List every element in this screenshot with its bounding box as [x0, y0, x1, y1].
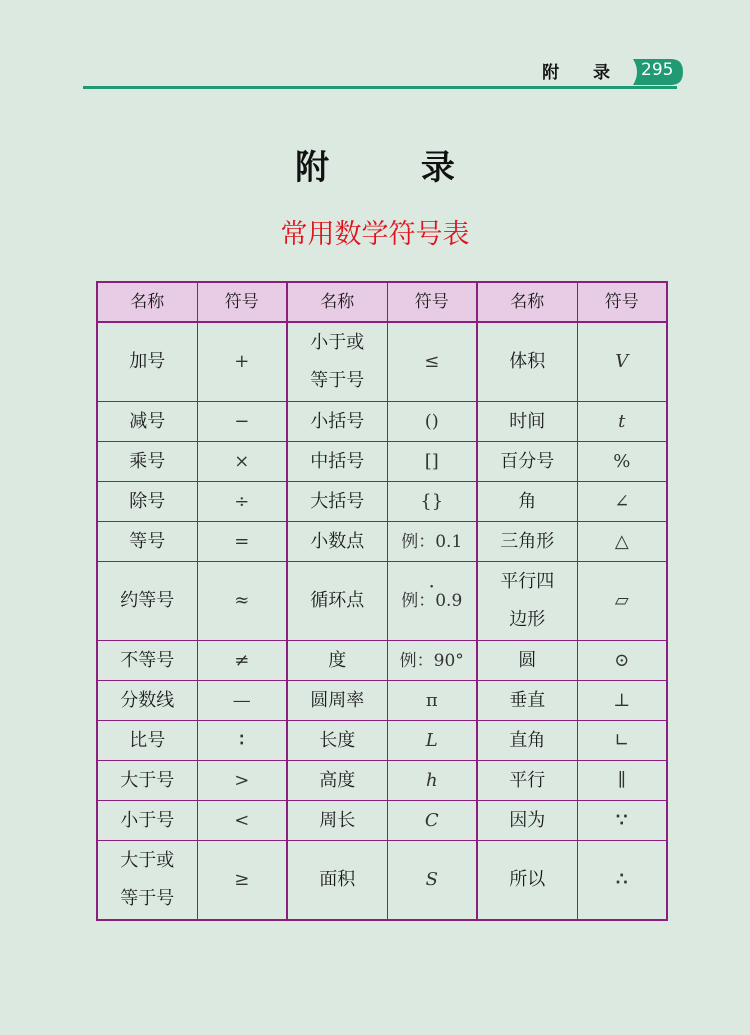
symbol-glyph: 例：0.1	[387, 522, 477, 562]
symbol-name: 不等号	[97, 641, 197, 681]
symbol-glyph: h	[387, 761, 477, 801]
symbol-name: 小数点	[287, 522, 387, 562]
symbol-name: 等号	[97, 522, 197, 562]
symbol-name: 因为	[477, 801, 577, 841]
table-title: 常用数学符号表	[280, 219, 470, 250]
symbol-glyph: L	[387, 721, 477, 761]
symbol-name: 长度	[287, 721, 387, 761]
symbol-name-text: 大于或等于号	[120, 850, 175, 909]
symbol-name: 大于号	[97, 761, 197, 801]
symbol-name: 高度	[287, 761, 387, 801]
symbol-glyph: ≠	[197, 641, 287, 681]
symbol-name: 周长	[287, 801, 387, 841]
symbol-glyph: 例：90°	[387, 641, 477, 681]
table-header-row	[97, 282, 667, 322]
symbol-name: 加号	[97, 322, 197, 402]
symbol-name: 度	[287, 641, 387, 681]
symbol-name-text: 小于或等于号	[310, 332, 365, 391]
symbol-glyph: S	[387, 841, 477, 921]
table-row	[97, 641, 667, 681]
symbol-glyph: ∶	[197, 721, 287, 761]
table-row	[97, 562, 667, 641]
symbol-name: 小于号	[97, 801, 197, 841]
header-rule	[83, 86, 677, 89]
symbol-glyph	[387, 562, 477, 641]
symbol-name: 小括号	[287, 402, 387, 442]
symbol-glyph: ∟	[577, 721, 667, 761]
symbol-glyph: ≤	[387, 322, 477, 402]
symbol-name: 圆	[477, 641, 577, 681]
symbol-name: 减号	[97, 402, 197, 442]
column-header-name: 名称	[287, 282, 387, 322]
table-row	[97, 442, 667, 482]
symbol-glyph: ÷	[197, 482, 287, 522]
symbol-glyph: ⊙	[577, 641, 667, 681]
running-header	[0, 0, 750, 100]
column-header-symbol: 符号	[197, 282, 287, 322]
symbol-glyph: ()	[387, 402, 477, 442]
column-header-name: 名称	[477, 282, 577, 322]
symbol-name: 中括号	[287, 442, 387, 482]
symbol-name: 比号	[97, 721, 197, 761]
symbol-glyph: =	[197, 522, 287, 562]
symbol-glyph: >	[197, 761, 287, 801]
symbol-glyph: ≥	[197, 841, 287, 921]
symbol-name: 三角形	[477, 522, 577, 562]
symbol-name: 角	[477, 482, 577, 522]
table-row	[97, 801, 667, 841]
table-row	[97, 322, 667, 402]
table-row	[97, 482, 667, 522]
symbol-name-text: 平行四边形	[500, 571, 555, 630]
symbol-name: 乘号	[97, 442, 197, 482]
symbol-name: 直角	[477, 721, 577, 761]
column-header-symbol: 符号	[577, 282, 667, 322]
symbol-glyph: ×	[197, 442, 287, 482]
symbol-name: 约等号	[97, 562, 197, 641]
symbol-glyph: {}	[387, 482, 477, 522]
table-row	[97, 681, 667, 721]
symbol-glyph: +	[197, 322, 287, 402]
symbol-glyph: <	[197, 801, 287, 841]
page-number-badge	[633, 57, 685, 87]
running-header-title: 附 录	[542, 63, 624, 83]
symbol-name: 分数线	[97, 681, 197, 721]
symbol-name: 垂直	[477, 681, 577, 721]
symbol-glyph: —	[197, 681, 287, 721]
table-row	[97, 402, 667, 442]
table-row	[97, 761, 667, 801]
table-row	[97, 522, 667, 562]
column-header-symbol: 符号	[387, 282, 477, 322]
repeating-decimal-example: · 例：0.9	[401, 582, 462, 620]
symbol-glyph: ∠	[577, 482, 667, 522]
column-header-name: 名称	[97, 282, 197, 322]
symbol-name: 圆周率	[287, 681, 387, 721]
symbol-name: 百分号	[477, 442, 577, 482]
symbol-glyph: C	[387, 801, 477, 841]
symbol-name: 体积	[477, 322, 577, 402]
symbol-name: 除号	[97, 482, 197, 522]
symbol-name: 时间	[477, 402, 577, 442]
symbol-glyph: ⊥	[577, 681, 667, 721]
symbol-name	[287, 322, 387, 402]
symbol-name	[97, 841, 197, 921]
symbol-glyph: π	[387, 681, 477, 721]
symbol-glyph: ≈	[197, 562, 287, 641]
symbol-glyph: △	[577, 522, 667, 562]
symbol-glyph: ▱	[577, 562, 667, 641]
symbol-name: 面积	[287, 841, 387, 921]
symbol-glyph: ∥	[577, 761, 667, 801]
symbol-name	[477, 562, 577, 641]
table-row	[97, 841, 667, 921]
symbol-name: 所以	[477, 841, 577, 921]
math-symbol-table	[96, 281, 668, 921]
table-row	[97, 721, 667, 761]
symbol-glyph: ∵	[577, 801, 667, 841]
symbol-glyph: ∴	[577, 841, 667, 921]
symbol-glyph: []	[387, 442, 477, 482]
page-title: 附 录	[295, 148, 495, 188]
symbol-glyph: V	[577, 322, 667, 402]
symbol-name: 平行	[477, 761, 577, 801]
symbol-glyph: %	[577, 442, 667, 482]
symbol-glyph: t	[577, 402, 667, 442]
page-number: 295	[641, 60, 674, 80]
symbol-glyph: −	[197, 402, 287, 442]
symbol-name: 大括号	[287, 482, 387, 522]
symbol-name: 循环点	[287, 562, 387, 641]
